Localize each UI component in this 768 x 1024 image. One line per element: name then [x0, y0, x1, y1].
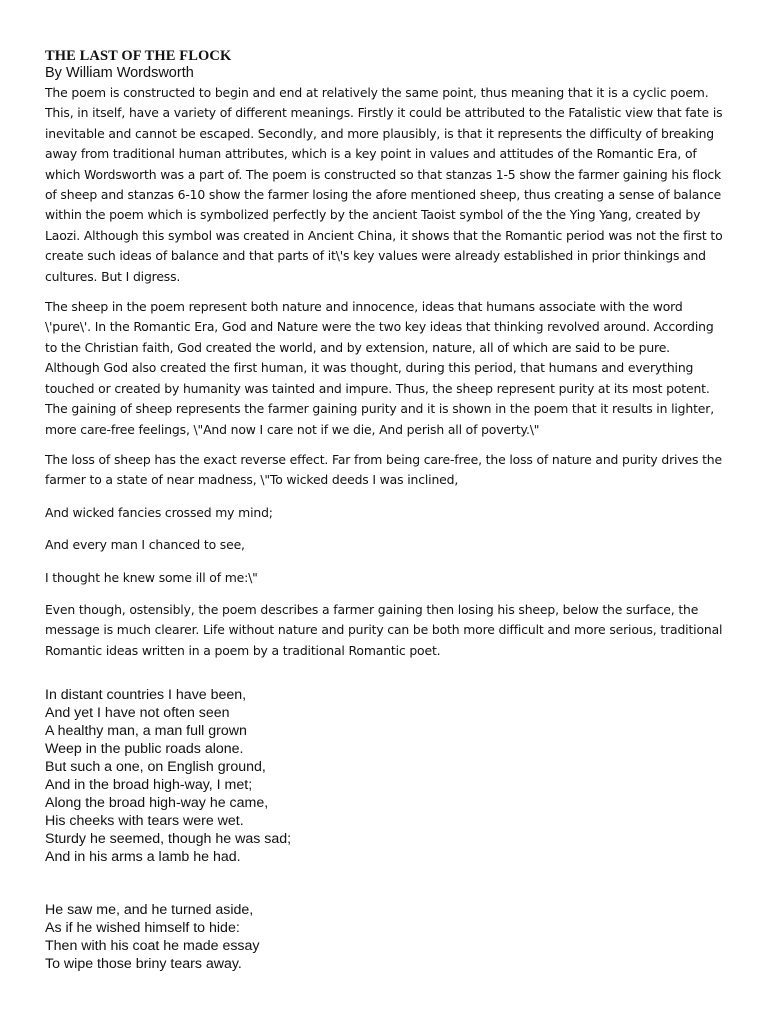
poem-line: And in the broad high-way, I met; [45, 777, 253, 794]
poem-line: To wipe those briny tears away. [45, 956, 242, 973]
poem-line: In distant countries I have been, [45, 687, 247, 704]
poem-line: But such a one, on English ground, [45, 759, 266, 776]
poem-line: And yet I have not often seen [45, 705, 230, 722]
poem-line: As if he wished himself to hide: [45, 920, 240, 937]
essay-paragraph: Even though, ostensibly, the poem describes a farmer gaining then losing his sheep, below the surface, the message is much clearer. Life without nature and purity can be both more difficult and more serious, traditional Romantic ideas written in a poem by a traditional Romantic poet. [45, 601, 723, 658]
poem-line: Weep in the public roads alone. [45, 741, 244, 758]
essay-body [45, 83, 725, 661]
essay-paragraph: The poem is constructed to begin and end at relatively the same point, thus meaning that it is a cyclic poem. This, in itself, have a variety of different meanings. Firstly it could be attributed to the Fatalistic view that fate is inevitable and cannot be escaped. Secondly, and more plausibly, is that it represents the difficulty of breaking away from traditional human attributes, which is a key point in values and attitudes of the Romantic Era, of which Wordsworth was a part of. The poem is constructed so that stanzas 1-5 show the farmer gaining his flock of sheep and stanzas 6-10 show the farmer losing the afore mentioned sheep, thus creating a sense of balance within the poem which is symbolized perfectly by the ancient Taoist symbol of the the Ying Yang, created by Laozi. Although this symbol was created in Ancient China, it shows that the Romantic period was not the first to create such ideas of balance and that parts of it\'s key values were already established in prior thinkings and cultures. But I digress. [45, 85, 723, 284]
document-author: By William Wordsworth [45, 65, 194, 81]
poem-line: And in his arms a lamb he had. [45, 849, 241, 866]
poem-excerpt [45, 686, 725, 973]
poem-line: Along the broad high-way he came, [45, 795, 269, 812]
poem-stanza [45, 901, 725, 973]
essay-paragraph: The sheep in the poem represent both nature and innocence, ideas that humans associate with the word \'pure\'. In the Romantic Era, God and Nature were the two key ideas that thinking revolved around. According to the Christian faith, God created the world, and by extension, nature, all of which are said to be pure. Although God also created the first human, it was thought, during this period, that humans and everything touched or created by humanity was tainted and impure. Thus, the sheep represent purity at its most potent. The gaining of sheep represents the farmer gaining purity and it is shown in the poem that it results in lighter, more care-free feelings, \"And now I care not if we die, And perish all of poverty.\" [45, 299, 714, 437]
document-page [45, 47, 725, 973]
poem-line: Sturdy he seemed, though he was sad; [45, 831, 292, 848]
quoted-line: I thought he knew some ill of me:\" [45, 569, 258, 585]
poem-line: A healthy man, a man full grown [45, 723, 247, 740]
poem-line: Then with his coat he made essay [45, 938, 260, 955]
quoted-line: And wicked fancies crossed my mind; [45, 504, 273, 520]
poem-line: He saw me, and he turned aside, [45, 902, 254, 919]
essay-paragraph: The loss of sheep has the exact reverse effect. Far from being care-free, the loss of nature and purity drives the farmer to a state of near madness, \"To wicked deeds I was inclined, [45, 451, 722, 488]
quoted-line: And every man I chanced to see, [45, 537, 245, 553]
poem-stanza [45, 686, 725, 866]
poem-line: His cheeks with tears were wet. [45, 813, 244, 830]
document-title: THE LAST OF THE FLOCK [45, 48, 232, 64]
